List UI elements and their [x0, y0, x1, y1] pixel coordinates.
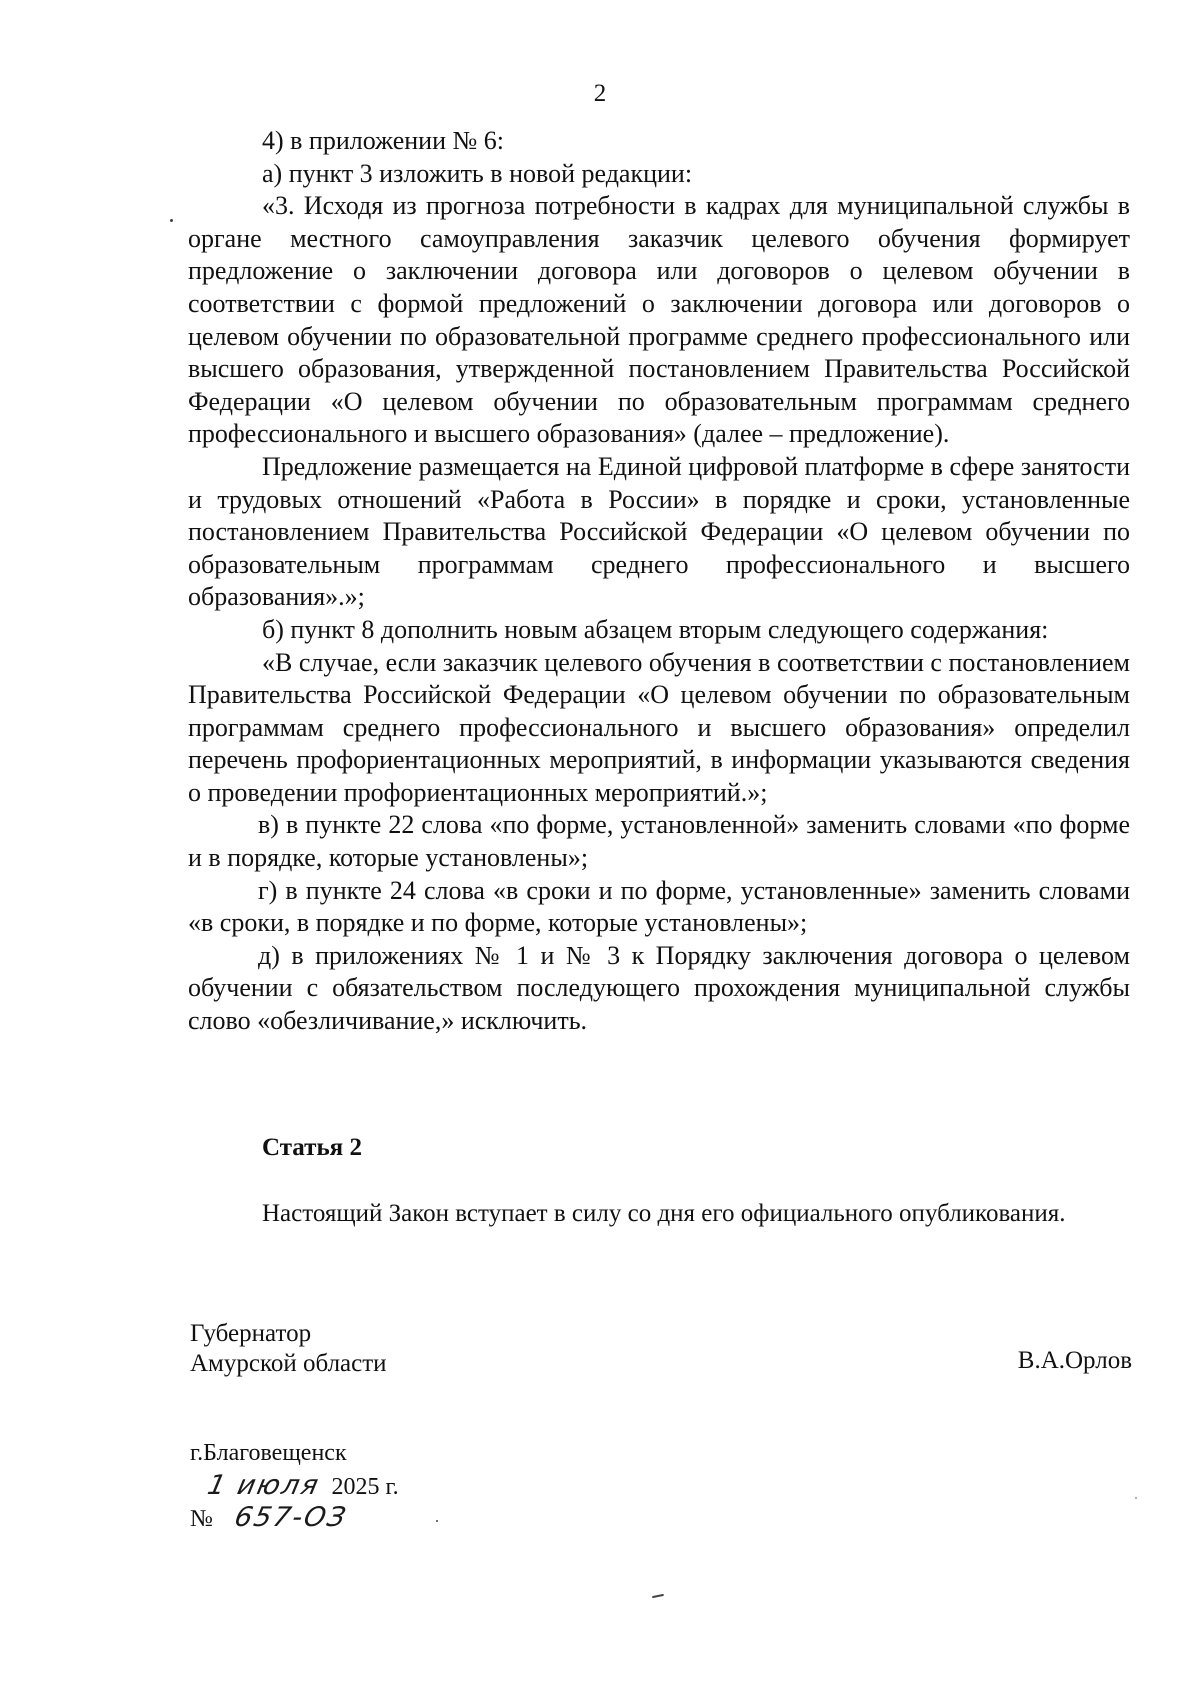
- signatory-name: В.А.Орлов: [1017, 1347, 1132, 1374]
- scan-speck: [170, 219, 173, 222]
- document-body: [188, 125, 1130, 1038]
- handwritten-date: 1 июля: [204, 1470, 323, 1501]
- signatory-position: [190, 1319, 387, 1379]
- paragraph-item-d: д) в приложениях № 1 и № 3 к Порядку заключения договора о целевом обучении с обязательством последующего прохождения муниципальной службы слово «обезличивание,» исключить.: [188, 940, 1130, 1036]
- paragraph-item-4: 4) в приложении № 6:: [262, 126, 505, 155]
- paragraph-item-b: б) пункт 8 дополнить новым абзацем вторым следующего содержания:: [262, 614, 1049, 644]
- paragraph-item-a: а) пункт 3 изложить в новой редакции:: [262, 158, 693, 188]
- signing-date: [190, 1470, 399, 1504]
- signatory-title: Губернатор: [190, 1320, 312, 1347]
- paragraph-item-g: г) в пункте 24 слова «в сроки и по форме, установленные» заменить словами «в сроки, в порядке и по форме, которые установлены»;: [188, 875, 1130, 938]
- law-number: [190, 1502, 351, 1536]
- page-number: 2: [593, 80, 607, 107]
- article-title: Статья 2: [262, 1134, 362, 1161]
- scan-speck: [652, 1594, 664, 1598]
- number-sign: №: [190, 1506, 213, 1532]
- paragraph-proposal-placement: Предложение размещается на Единой цифровой платформе в сфере занятости и трудовых отношений «Работа в России» в порядке и сроки, установленные постановлением Правительства Российской Федерации «О целевом обучении по образовательным программам среднего профессионального и высшего образования».»;: [188, 451, 1130, 612]
- date-year: 2025 г.: [331, 1474, 399, 1500]
- paragraph-quoted-item-3: «3. Исходя из прогноза потребности в кадрах для муниципальной службы в органе местного самоуправления заказчик целевого обучения формирует предложение о заключении договора или договоров о целевом обучении в соответствии с формой предложений о заключении договора или договоров о целевом обучении по образовательной программе среднего профессионального или высшего образования, утвержденной постановлением Правительства Российской Федерации «О целевом обучении по образовательным программам среднего профессионального и высшего образования» (далее – предложение).: [188, 191, 1130, 449]
- place-of-signing: г.Благовещенск: [190, 1440, 347, 1466]
- paragraph-quoted-case: «В случае, если заказчик целевого обучения в соответствии с постановлением Правительства Российской Федерации «О целевом обучении по образовательным программам среднего профессионального и высшего образования» определил перечень профориентационных мероприятий, в информации указываются сведения о проведении профориентационных мероприятий.»;: [188, 647, 1130, 807]
- handwritten-law-number: 657-ОЗ: [231, 1502, 351, 1533]
- effective-date-text: Настоящий Закон вступает в силу со дня его официального опубликования.: [262, 1200, 1066, 1227]
- scan-speck: [436, 1520, 438, 1522]
- paragraph-item-v: в) в пункте 22 слова «по форме, установленной» заменить словами «по форме и в порядке, которые установлены»;: [188, 810, 1130, 873]
- signatory-region: Амурской области: [190, 1350, 387, 1377]
- scan-speck: [1135, 1497, 1137, 1499]
